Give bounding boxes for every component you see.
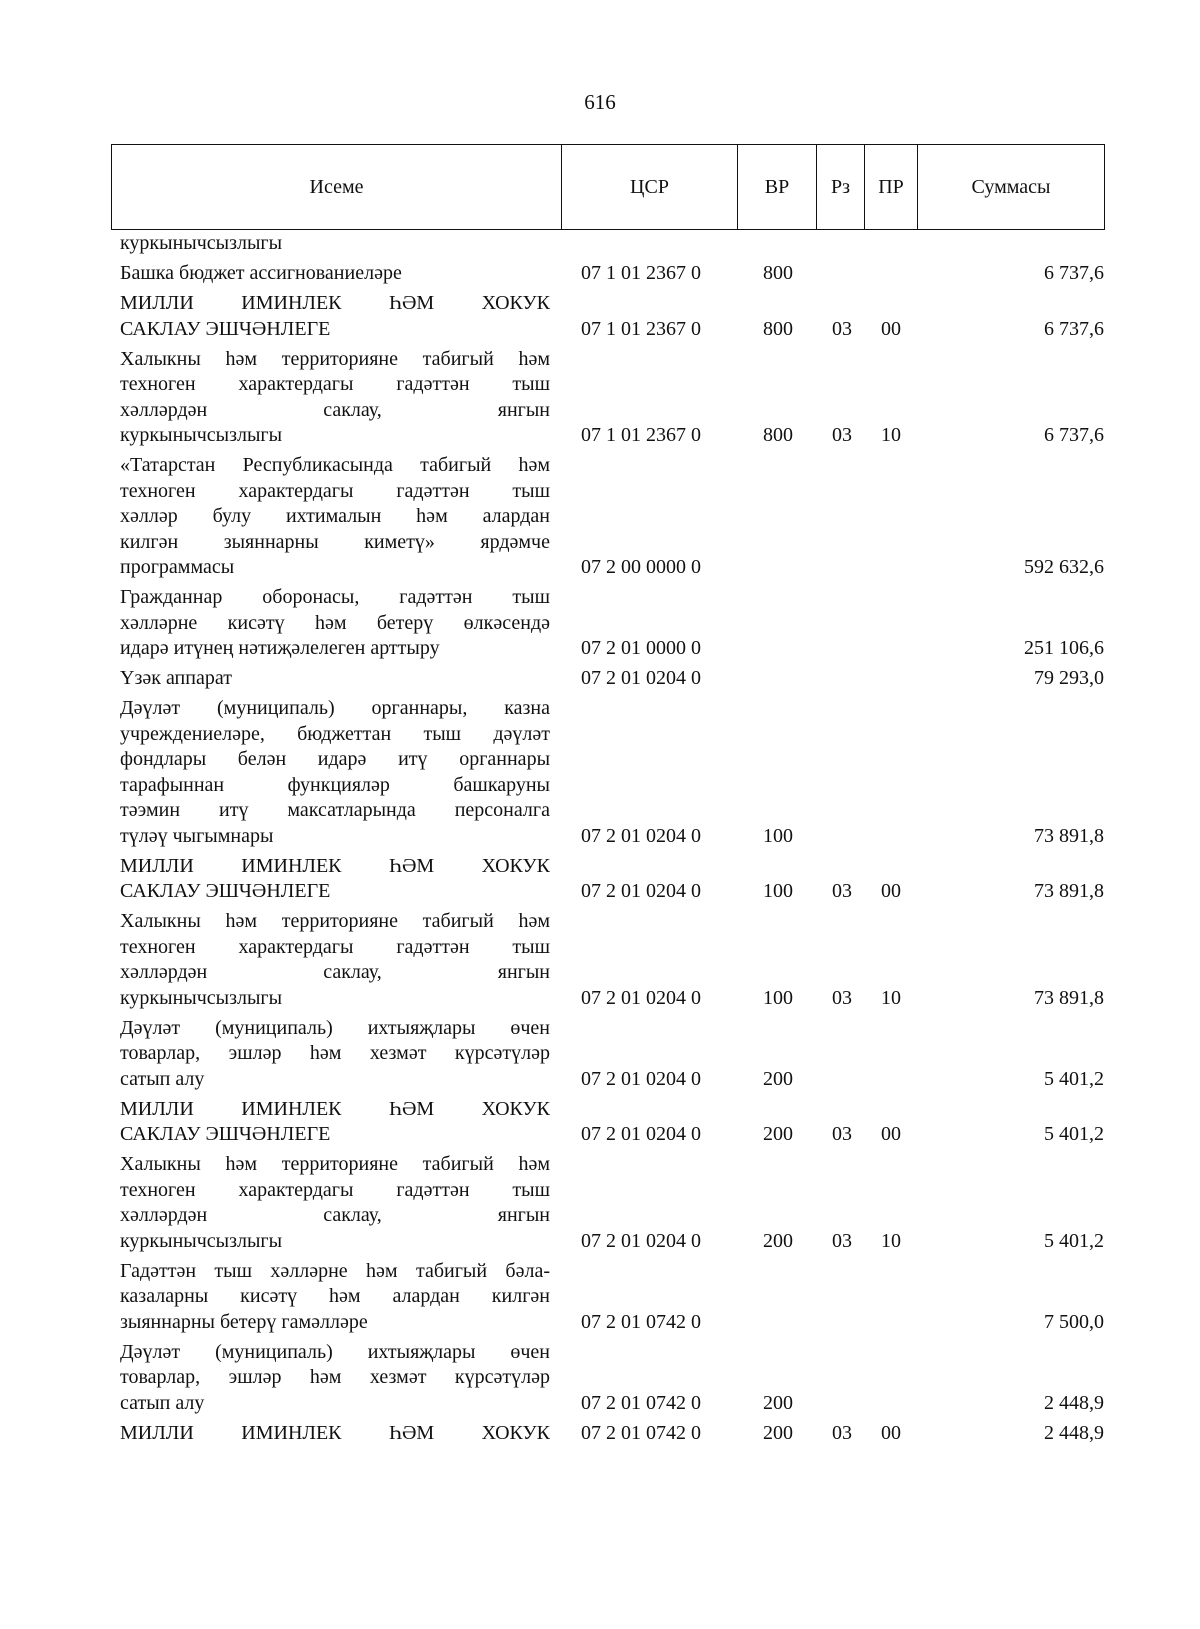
table-row — [0, 1421, 1200, 1447]
row-name-line: сатып алу — [120, 1067, 205, 1090]
row-name-line: МИЛЛИ ИМИНЛЕК ҺӘМ ХОКУК — [120, 1097, 550, 1120]
row-name-line: Үзәк аппарат — [120, 667, 232, 689]
row-csr: 07 2 01 0204 0 — [581, 986, 701, 1009]
row-csr: 07 2 01 0742 0 — [581, 1310, 701, 1333]
row-name-line: товарлар, эшләр һәм хезмәт күрсәтүләр — [120, 1042, 550, 1064]
row-vr: 100 — [763, 824, 793, 847]
row-name-line: Гадәттән тыш хәлләрне һәм табигый бәла- — [120, 1259, 550, 1282]
row-name — [120, 347, 550, 449]
table-row — [0, 291, 1200, 342]
table-row — [0, 585, 1200, 662]
row-name — [120, 585, 550, 662]
row-sum: 6 737,6 — [1044, 317, 1104, 340]
row-vr: 200 — [763, 1123, 793, 1145]
row-name-line: хәлләрне кисәтү һәм бетерү өлкәсендә — [120, 611, 550, 634]
row-name — [120, 453, 550, 581]
row-pr: 00 — [881, 880, 901, 902]
table-row — [0, 854, 1200, 905]
row-name — [120, 1421, 550, 1447]
header-name: Исеме — [112, 145, 562, 229]
row-name-line: куркынычсызлыгы — [120, 1229, 283, 1252]
row-name-line: «Татарстан Республикасында табигый һәм — [120, 454, 550, 476]
row-sum: 5 401,2 — [1044, 1123, 1104, 1145]
row-csr: 07 2 01 0204 0 — [581, 1067, 701, 1090]
row-rz: 03 — [832, 986, 852, 1009]
row-csr: 07 2 01 0000 0 — [581, 637, 701, 659]
row-name-line: САКЛАУ ЭШЧӘНЛЕГЕ — [120, 1123, 331, 1145]
row-name-line: техноген характердагы гадәттән тыш — [120, 935, 550, 958]
row-csr: 07 2 01 0204 0 — [581, 880, 701, 902]
table-row — [0, 347, 1200, 449]
table-row — [0, 1097, 1200, 1148]
row-csr: 07 2 01 0204 0 — [581, 1229, 701, 1252]
row-name — [120, 696, 550, 849]
row-vr: 800 — [763, 424, 793, 446]
row-name-line: программасы — [120, 556, 235, 578]
row-sum: 73 891,8 — [1034, 824, 1104, 847]
row-name — [120, 1097, 550, 1148]
row-csr: 07 1 01 2367 0 — [581, 317, 701, 340]
row-sum: 2 448,9 — [1044, 1421, 1104, 1444]
row-name — [120, 1016, 550, 1093]
table-row — [0, 696, 1200, 849]
row-sum: 6 737,6 — [1044, 262, 1104, 284]
row-name — [120, 1340, 550, 1417]
header-csr: ЦСР — [562, 145, 738, 229]
row-csr: 07 2 01 0204 0 — [581, 667, 701, 689]
row-sum: 2 448,9 — [1044, 1391, 1104, 1414]
table-row — [0, 666, 1200, 692]
row-name-line: техноген характердагы гадәттән тыш — [120, 1178, 550, 1201]
table-header — [111, 144, 1105, 230]
table-row — [0, 909, 1200, 1011]
row-sum: 79 293,0 — [1034, 667, 1104, 689]
row-name-line: хәлләрдән саклау, янгын — [120, 398, 550, 421]
row-sum: 5 401,2 — [1044, 1067, 1104, 1090]
row-name — [120, 1259, 550, 1336]
row-name-line: МИЛЛИ ИМИНЛЕК ҺӘМ ХОКУК — [120, 292, 550, 314]
row-name-line: Гражданнар оборонасы, гадәттән тыш — [120, 586, 550, 608]
row-vr: 200 — [763, 1391, 793, 1414]
row-pr: 00 — [881, 1123, 901, 1145]
row-pr: 10 — [881, 424, 901, 446]
row-name-line: түләү чыгымнары — [120, 824, 274, 847]
row-pr: 10 — [881, 986, 901, 1009]
row-pr: 00 — [881, 1421, 901, 1444]
row-name-line: учреждениеләре, бюджеттан тыш дәүләт — [120, 722, 550, 745]
row-csr: 07 2 01 0204 0 — [581, 824, 701, 847]
table-row — [0, 261, 1200, 287]
row-csr: 07 2 01 0742 0 — [581, 1421, 701, 1444]
row-name-line: зыяннарны бетерү гамәлләре — [120, 1310, 368, 1333]
row-rz: 03 — [832, 880, 852, 902]
row-sum: 73 891,8 — [1034, 986, 1104, 1009]
row-name — [120, 854, 550, 905]
row-name-line: куркынычсызлыгы — [120, 986, 283, 1009]
row-name-line: хәлләрдән саклау, янгын — [120, 1204, 550, 1226]
row-csr: 07 2 00 0000 0 — [581, 556, 701, 578]
row-sum: 6 737,6 — [1044, 424, 1104, 446]
table-row — [0, 1340, 1200, 1417]
row-name-line: товарлар, эшләр һәм хезмәт күрсәтүләр — [120, 1366, 550, 1388]
row-name — [120, 261, 550, 287]
row-name-line: Дәүләт (муниципаль) ихтыяҗлары өчен — [120, 1340, 550, 1363]
table-row — [0, 453, 1200, 581]
header-rz: Рз — [817, 145, 865, 229]
row-name-line: тәэмин итү максатларында персоналга — [120, 799, 550, 821]
row-vr: 200 — [763, 1229, 793, 1252]
table-row — [0, 231, 1200, 257]
row-name-line: Халыкны һәм территорияне табигый һәм — [120, 347, 550, 370]
row-sum: 7 500,0 — [1044, 1310, 1104, 1333]
table-row — [0, 1152, 1200, 1254]
row-csr: 07 1 01 2367 0 — [581, 262, 701, 284]
row-rz: 03 — [832, 317, 852, 340]
table-row — [0, 1259, 1200, 1336]
row-name — [120, 291, 550, 342]
row-sum: 592 632,6 — [1024, 556, 1104, 578]
row-name-line: САКЛАУ ЭШЧӘНЛЕГЕ — [120, 317, 331, 340]
row-vr: 200 — [763, 1067, 793, 1090]
row-name-line: казаларны кисәтү һәм алардан килгән — [120, 1285, 550, 1307]
row-rz: 03 — [832, 1421, 852, 1444]
row-name-line: фондлары белән идарә итү органнары — [120, 748, 550, 770]
row-rz: 03 — [832, 424, 852, 446]
row-name — [120, 231, 550, 257]
row-name-line: хәлләрдән саклау, янгын — [120, 961, 550, 983]
row-pr: 10 — [881, 1229, 901, 1252]
row-name — [120, 666, 550, 692]
row-name-line: техноген характердагы гадәттән тыш — [120, 479, 550, 502]
row-vr: 800 — [763, 262, 793, 284]
row-name — [120, 909, 550, 1011]
row-pr: 00 — [881, 317, 901, 340]
row-sum: 73 891,8 — [1034, 880, 1104, 902]
row-name-line: куркынычсызлыгы — [120, 232, 283, 254]
row-vr: 100 — [763, 880, 793, 902]
header-vr: ВР — [738, 145, 817, 229]
row-sum: 5 401,2 — [1044, 1229, 1104, 1252]
row-vr: 100 — [763, 986, 793, 1009]
row-name-line: куркынычсызлыгы — [120, 424, 283, 446]
row-name-line: САКЛАУ ЭШЧӘНЛЕГЕ — [120, 880, 331, 902]
row-sum: 251 106,6 — [1024, 637, 1104, 659]
row-name — [120, 1152, 550, 1254]
row-name-line: техноген характердагы гадәттән тыш — [120, 373, 550, 395]
row-rz: 03 — [832, 1123, 852, 1145]
row-name-line: Дәүләт (муниципаль) ихтыяҗлары өчен — [120, 1016, 550, 1039]
row-name-line: сатып алу — [120, 1391, 205, 1414]
row-csr: 07 1 01 2367 0 — [581, 424, 701, 446]
row-name-line: тарафыннан функцияләр башкаруны — [120, 773, 550, 796]
row-name-line: Башка бюджет ассигнованиеләре — [120, 262, 402, 284]
row-vr: 200 — [763, 1421, 793, 1444]
row-vr: 800 — [763, 317, 793, 340]
row-name-line: идарә итүнең нәтиҗәлелеген арттыру — [120, 637, 440, 659]
row-name-line: килгән зыяннарны киметү» ярдәмче — [120, 530, 550, 553]
table-row — [0, 1016, 1200, 1093]
row-rz: 03 — [832, 1229, 852, 1252]
header-sum: Суммасы — [971, 175, 1051, 198]
row-name-line: МИЛЛИ ИМИНЛЕК ҺӘМ ХОКУК — [120, 1421, 550, 1444]
row-name-line: Дәүләт (муниципаль) органнары, казна — [120, 697, 550, 719]
row-name-line: Халыкны һәм территорияне табигый һәм — [120, 910, 550, 932]
row-name-line: Халыкны һәм территорияне табигый һәм — [120, 1153, 550, 1175]
row-name-line: МИЛЛИ ИМИНЛЕК ҺӘМ ХОКУК — [120, 854, 550, 877]
page-number: 616 — [584, 90, 616, 114]
row-name-line: хәлләр булу ихтималын һәм алардан — [120, 505, 550, 527]
header-pr: ПР — [865, 145, 918, 229]
row-csr: 07 2 01 0742 0 — [581, 1391, 701, 1414]
row-csr: 07 2 01 0204 0 — [581, 1123, 701, 1145]
